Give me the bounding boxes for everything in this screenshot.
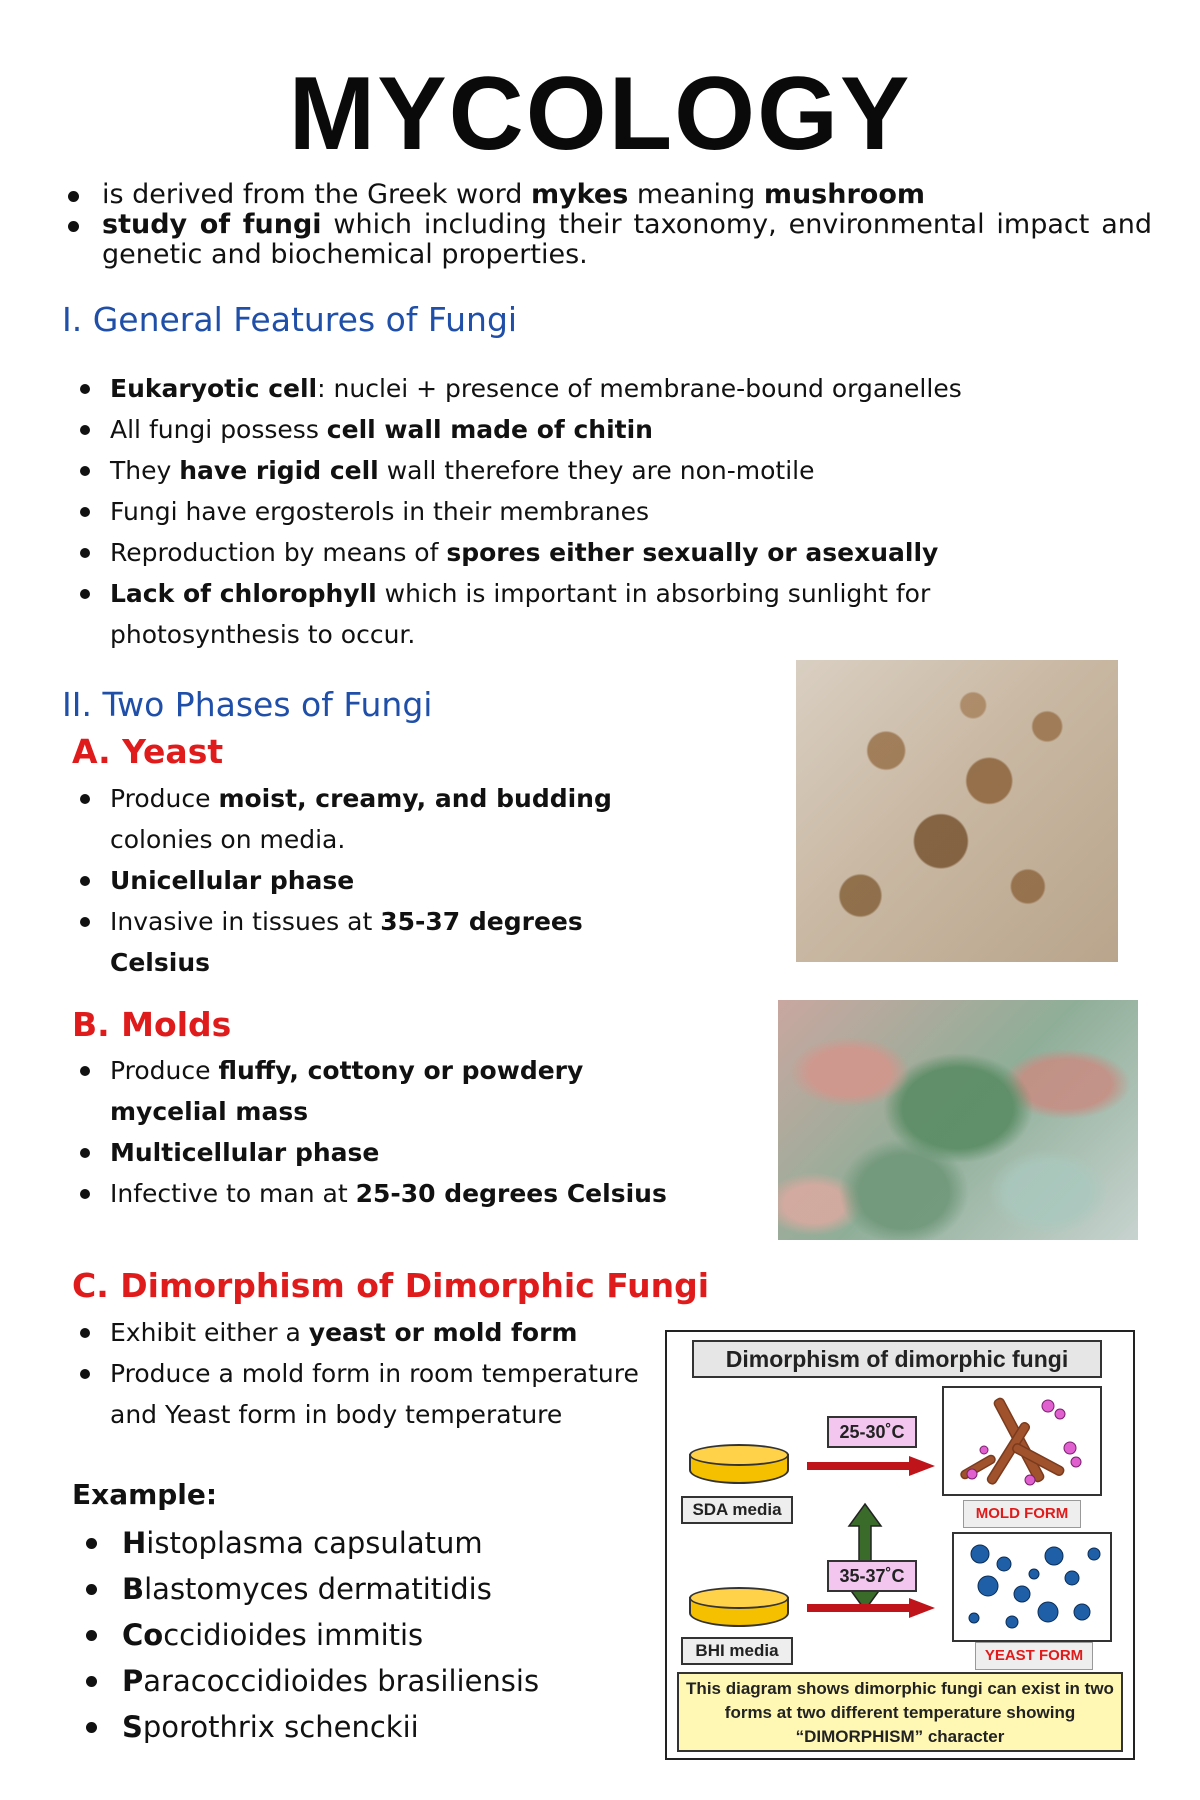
example-label: Example: bbox=[72, 1478, 218, 1511]
mold-form-box bbox=[942, 1386, 1102, 1496]
arrow-right-top-icon bbox=[807, 1454, 937, 1478]
list-item: All fungi possess cell wall made of chitin bbox=[72, 409, 1052, 450]
list-item: Coccidioides immitis bbox=[72, 1612, 632, 1658]
yeast-form-label: YEAST FORM bbox=[975, 1642, 1093, 1670]
list-item: They have rigid cell wall therefore they are non-motile bbox=[72, 450, 1052, 491]
list-item: Blastomyces dermatitidis bbox=[72, 1566, 632, 1612]
list-item: Produce fluffy, cottony or powdery mycelial mass bbox=[72, 1050, 672, 1132]
list-item: Reproduction by means of spores either sexually or asexually bbox=[72, 532, 1052, 573]
sda-media-label: SDA media bbox=[681, 1496, 793, 1524]
diagram-caption: This diagram shows dimorphic fungi can exist in two forms at two different temperature showing “DIMORPHISM” character bbox=[677, 1672, 1123, 1752]
subheading-dimorphism: C. Dimorphism of Dimorphic Fungi bbox=[72, 1266, 710, 1305]
list-item: Eukaryotic cell: nuclei + presence of membrane-bound organelles bbox=[72, 368, 1052, 409]
intro-list bbox=[62, 180, 1152, 270]
list-item: Produce a mold form in room temperature and Yeast form in body temperature bbox=[72, 1353, 642, 1435]
list-item: Invasive in tissues at 35-37 degrees Celsius bbox=[72, 901, 672, 983]
bhi-media-label: BHI media bbox=[681, 1637, 793, 1665]
dimorphism-list bbox=[72, 1312, 642, 1435]
sda-media-cylinder bbox=[689, 1444, 789, 1488]
hyphae-icon bbox=[944, 1388, 1100, 1494]
list-item: Lack of chlorophyll which is important in absorbing sunlight for photosynthesis to occur. bbox=[72, 573, 1052, 655]
list-item: Unicellular phase bbox=[72, 860, 672, 901]
mold-photo bbox=[778, 1000, 1138, 1240]
dimorphism-diagram bbox=[665, 1330, 1135, 1760]
list-item: Fungi have ergosterols in their membranes bbox=[72, 491, 1052, 532]
list-item: Produce moist, creamy, and budding colonies on media. bbox=[72, 778, 672, 860]
page-title: MYCOLOGY bbox=[288, 56, 912, 172]
bhi-media-cylinder bbox=[689, 1587, 789, 1631]
section-heading-two-phases: II. Two Phases of Fungi bbox=[62, 685, 433, 724]
subheading-yeast: A. Yeast bbox=[72, 732, 224, 771]
section-heading-general-features: I. General Features of Fungi bbox=[62, 300, 518, 339]
arrow-right-bottom-icon bbox=[807, 1596, 937, 1620]
list-item: Infective to man at 25-30 degrees Celsius bbox=[72, 1173, 672, 1214]
intro-item: study of fungi which including their taxonomy, environmental impact and genetic and biochemical properties. bbox=[62, 210, 1152, 270]
subheading-molds: B. Molds bbox=[72, 1005, 232, 1044]
mold-form-label: MOLD FORM bbox=[963, 1500, 1081, 1528]
yeast-form-box bbox=[952, 1532, 1112, 1642]
molds-list bbox=[72, 1050, 672, 1214]
yeast-photo bbox=[796, 660, 1118, 962]
yeast-list bbox=[72, 778, 672, 983]
diagram-title: Dimorphism of dimorphic fungi bbox=[692, 1340, 1102, 1378]
list-item: Histoplasma capsulatum bbox=[72, 1520, 632, 1566]
examples-list bbox=[72, 1520, 632, 1750]
yeast-cells-icon bbox=[954, 1534, 1110, 1640]
list-item: Sporothrix schenckii bbox=[72, 1704, 632, 1750]
temp-bottom-label: 35-37˚C bbox=[827, 1560, 917, 1592]
temp-top-label: 25-30˚C bbox=[827, 1416, 917, 1448]
general-features-list bbox=[72, 368, 1052, 655]
list-item: Multicellular phase bbox=[72, 1132, 672, 1173]
list-item: Paracoccidioides brasiliensis bbox=[72, 1658, 632, 1704]
list-item: Exhibit either a yeast or mold form bbox=[72, 1312, 642, 1353]
intro-item: is derived from the Greek word mykes meaning mushroom bbox=[62, 180, 1152, 210]
